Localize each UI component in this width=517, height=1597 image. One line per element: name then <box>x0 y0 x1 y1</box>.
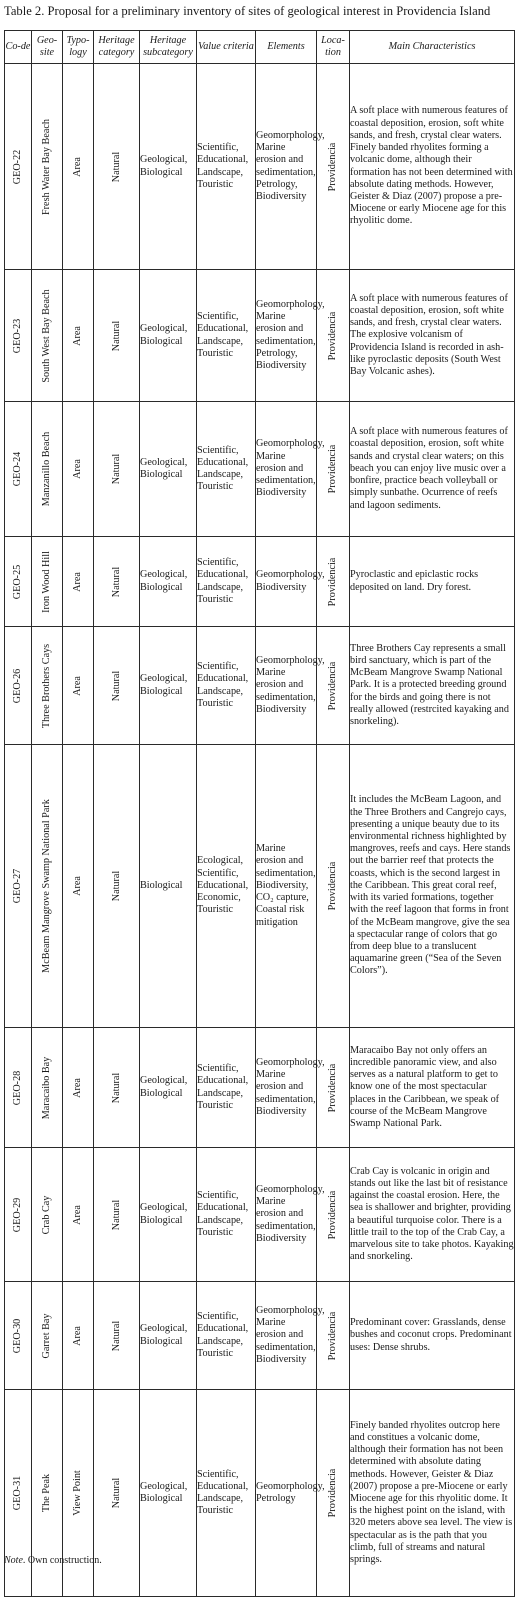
code-cell: GEO-29 <box>5 1148 32 1282</box>
main-characteristics-cell: Crab Cay is volcanic in origin and stands out like the last bit of resistance against the coastal erosion. Here, the sea is shallower and brighter, providing a beautiful turquoise color. There is a little trail to the top of the Crab Cay, a marvelous site to take photos. Kayaking and snorkeling. <box>350 1148 515 1282</box>
code-cell: GEO-22 <box>5 64 32 270</box>
geosite-inventory-table <box>4 30 515 1597</box>
heritage-subcategory-cell: Geological, Biological <box>140 1148 197 1282</box>
table-row <box>5 64 515 270</box>
header-main-characteristics: Main Characteristics <box>350 31 515 64</box>
heritage-subcategory-cell: Geological, Biological <box>140 1390 197 1597</box>
code-cell: GEO-27 <box>5 745 32 1028</box>
table-row <box>5 1148 515 1282</box>
main-characteristics-cell: Pyroclastic and epiclastic rocks deposited on land. Dry forest. <box>350 537 515 627</box>
table-row <box>5 1028 515 1148</box>
value-criteria-cell: Scientific, Educational, Landscape, Touristic <box>197 1028 256 1148</box>
table-caption: Table 2. Proposal for a preliminary inventory of sites of geological interest in Providencia Island <box>4 4 491 18</box>
heritage-subcategory-cell: Geological, Biological <box>140 64 197 270</box>
elements-cell: Geomorphology, Biodiversity <box>256 537 317 627</box>
value-criteria-cell: Scientific, Educational, Landscape, Touristic <box>197 627 256 745</box>
heritage-category-cell: Natural <box>94 537 140 627</box>
table-row <box>5 270 515 402</box>
heritage-category-cell: Natural <box>94 270 140 402</box>
heritage-category-cell: Natural <box>94 1390 140 1597</box>
code-cell: GEO-26 <box>5 627 32 745</box>
elements-cell: Geomorphology, Marine erosion and sedimentation, Biodiversity <box>256 1148 317 1282</box>
location-cell: Providencia <box>317 1282 350 1390</box>
geosite-cell: McBeam Mangrove Swamp National Park <box>32 745 63 1028</box>
value-criteria-cell: Scientific, Educational, Landscape, Touristic <box>197 1390 256 1597</box>
heritage-category-cell: Natural <box>94 1028 140 1148</box>
table-row <box>5 745 515 1028</box>
header-location: Loca-tion <box>317 31 350 64</box>
heritage-category-cell: Natural <box>94 1282 140 1390</box>
typology-cell: Area <box>63 402 94 537</box>
heritage-category-cell: Natural <box>94 627 140 745</box>
heritage-subcategory-cell: Geological, Biological <box>140 537 197 627</box>
header-typology: Typo-logy <box>63 31 94 64</box>
table-row <box>5 402 515 537</box>
header-heritage-subcategory: Heritage subcategory <box>140 31 197 64</box>
elements-cell: Geomorphology, Marine erosion and sedimentation, Petrology, Biodiversity <box>256 64 317 270</box>
code-cell: GEO-31 <box>5 1390 32 1597</box>
table-row <box>5 1282 515 1390</box>
elements-cell: Geomorphology, Petrology <box>256 1390 317 1597</box>
heritage-category-cell: Natural <box>94 402 140 537</box>
typology-cell: Area <box>63 1028 94 1148</box>
header-value-criteria: Value criteria <box>197 31 256 64</box>
typology-cell: Area <box>63 1282 94 1390</box>
geosite-cell: Manzanillo Beach <box>32 402 63 537</box>
typology-cell: Area <box>63 537 94 627</box>
geosite-cell: Three Brothers Cays <box>32 627 63 745</box>
typology-cell: Area <box>63 270 94 402</box>
header-heritage-category: Heritage category <box>94 31 140 64</box>
header-geosite: Geo-site <box>32 31 63 64</box>
elements-cell: Geomorphology, Marine erosion and sedimentation, Biodiversity <box>256 627 317 745</box>
elements-cell: Geomorphology, Marine erosion and sedimentation, Biodiversity <box>256 1282 317 1390</box>
value-criteria-cell: Ecological, Scientific, Educational, Economic, Touristic <box>197 745 256 1028</box>
geosite-cell: Maracaibo Bay <box>32 1028 63 1148</box>
main-characteristics-cell: It includes the McBeam Lagoon, and the Three Brothers and Cangrejo cays, presenting a unique beauty due to its environmental richness highlighted by mangroves, reefs and cays. Here stands out the barrier reef that protects the coasts, which is the second largest in the Caribbean. This great coral reef, with its varied formations, together with the reef lagoon that forms in front of the McBeam mangrove, give the sea a spectacular range of colors that go from deep blue to a translucent aquamarine green (“Sea of the Seven Colors”). <box>350 745 515 1028</box>
header-row <box>5 31 515 64</box>
value-criteria-cell: Scientific, Educational, Landscape, Touristic <box>197 270 256 402</box>
table-row <box>5 537 515 627</box>
location-cell: Providencia <box>317 1028 350 1148</box>
location-cell: Providencia <box>317 64 350 270</box>
typology-cell: Area <box>63 745 94 1028</box>
location-cell: Providencia <box>317 270 350 402</box>
value-criteria-cell: Scientific, Educational, Landscape, Touristic <box>197 1282 256 1390</box>
location-cell: Providencia <box>317 537 350 627</box>
value-criteria-cell: Scientific, Educational, Landscape, Touristic <box>197 402 256 537</box>
typology-cell: Area <box>63 1148 94 1282</box>
heritage-subcategory-cell: Biological <box>140 745 197 1028</box>
typology-cell: Area <box>63 627 94 745</box>
geosite-cell: The Peak <box>32 1390 63 1597</box>
main-characteristics-cell: A soft place with numerous features of coastal deposition, erosion, soft white sands and crystal clear waters; on this beach you can enjoy live music over a bonfire, practice beach volleyball or simply sunbathe. Ocurrence of reefs and lagoon sediments. <box>350 402 515 537</box>
main-characteristics-cell: A soft place with numerous features of coastal deposition, erosion, soft white sands, and fresh, crystal clear waters. Finely banded rhyolites forming a volcanic dome, although their formation has not been determined with absolute dating methods. However, Geister & Diaz (2007) propose a pre-Miocene or early Miocene age for this rhyolitic dome. <box>350 64 515 270</box>
main-characteristics-cell: Maracaibo Bay not only offers an incredible panoramic view, and also serves as a natural platform to get to know one of the most spectacular places in the Caribbean, we speak of course of the McBeam Mangrove Swamp National Park. <box>350 1028 515 1148</box>
location-cell: Providencia <box>317 402 350 537</box>
location-cell: Providencia <box>317 1148 350 1282</box>
code-cell: GEO-23 <box>5 270 32 402</box>
location-cell: Providencia <box>317 627 350 745</box>
main-characteristics-cell: Three Brothers Cay represents a small bird sanctuary, which is part of the McBeam Mangrove Swamp National Park. It is a protected breeding ground for the birds and going there is not really allowed (restrcited kayaking and snorkeling). <box>350 627 515 745</box>
main-characteristics-cell: A soft place with numerous features of coastal deposition, erosion, soft white sands, and fresh, crystal clear waters. The explosive volcanism of Providencia Island is recorded in ash-like pyroclastic deposits (South West Bay Volcanic ashes). <box>350 270 515 402</box>
elements-cell: Geomorphology, Marine erosion and sedimentation, Biodiversity <box>256 402 317 537</box>
typology-cell: View Point <box>63 1390 94 1597</box>
typology-cell: Area <box>63 64 94 270</box>
heritage-category-cell: Natural <box>94 64 140 270</box>
elements-cell: Geomorphology, Marine erosion and sedimentation, Petrology, Biodiversity <box>256 270 317 402</box>
code-cell: GEO-28 <box>5 1028 32 1148</box>
note-text: . Own construction. <box>22 1555 102 1566</box>
heritage-subcategory-cell: Geological, Biological <box>140 1028 197 1148</box>
heritage-subcategory-cell: Geological, Biological <box>140 1282 197 1390</box>
location-cell: Providencia <box>317 745 350 1028</box>
geosite-cell: Iron Wood Hill <box>32 537 63 627</box>
table-note <box>4 1555 102 1567</box>
code-cell: GEO-30 <box>5 1282 32 1390</box>
value-criteria-cell: Scientific, Educational, Landscape, Touristic <box>197 537 256 627</box>
value-criteria-cell: Scientific, Educational, Landscape, Touristic <box>197 1148 256 1282</box>
heritage-subcategory-cell: Geological, Biological <box>140 627 197 745</box>
code-cell: GEO-25 <box>5 537 32 627</box>
code-cell: GEO-24 <box>5 402 32 537</box>
table-row <box>5 627 515 745</box>
location-cell: Providencia <box>317 1390 350 1597</box>
geosite-cell: Garret Bay <box>32 1282 63 1390</box>
value-criteria-cell: Scientific, Educational, Landscape, Touristic <box>197 64 256 270</box>
heritage-subcategory-cell: Geological, Biological <box>140 402 197 537</box>
elements-cell: Geomorphology, Marine erosion and sedimentation, Biodiversity <box>256 1028 317 1148</box>
elements-cell: Marine erosion and sedimentation, Biodiversity, CO₂ capture, Coastal risk mitigation <box>256 745 317 1028</box>
header-code: Co-de <box>5 31 32 64</box>
header-elements: Elements <box>256 31 317 64</box>
note-label: Note <box>4 1555 23 1566</box>
geosite-cell: Fresh Water Bay Beach <box>32 64 63 270</box>
geosite-cell: Crab Cay <box>32 1148 63 1282</box>
heritage-category-cell: Natural <box>94 745 140 1028</box>
heritage-category-cell: Natural <box>94 1148 140 1282</box>
main-characteristics-cell: Finely banded rhyolites outcrop here and constitues a volcanic dome, although their formation has not been determined with absolute dating methods. However, Geister & Diaz (2007) propose a pre-Miocene or early Miocene age for this rhyolitic dome. It is the highest point on the island, with 320 meters above sea level. The view is spectacular as is the path that you climb, full of streams and natural springs. <box>350 1390 515 1597</box>
main-characteristics-cell: Predominant cover: Grasslands, dense bushes and coconut crops. Predominant uses: Dense shrubs. <box>350 1282 515 1390</box>
geosite-cell: South West Bay Beach <box>32 270 63 402</box>
heritage-subcategory-cell: Geological, Biological <box>140 270 197 402</box>
